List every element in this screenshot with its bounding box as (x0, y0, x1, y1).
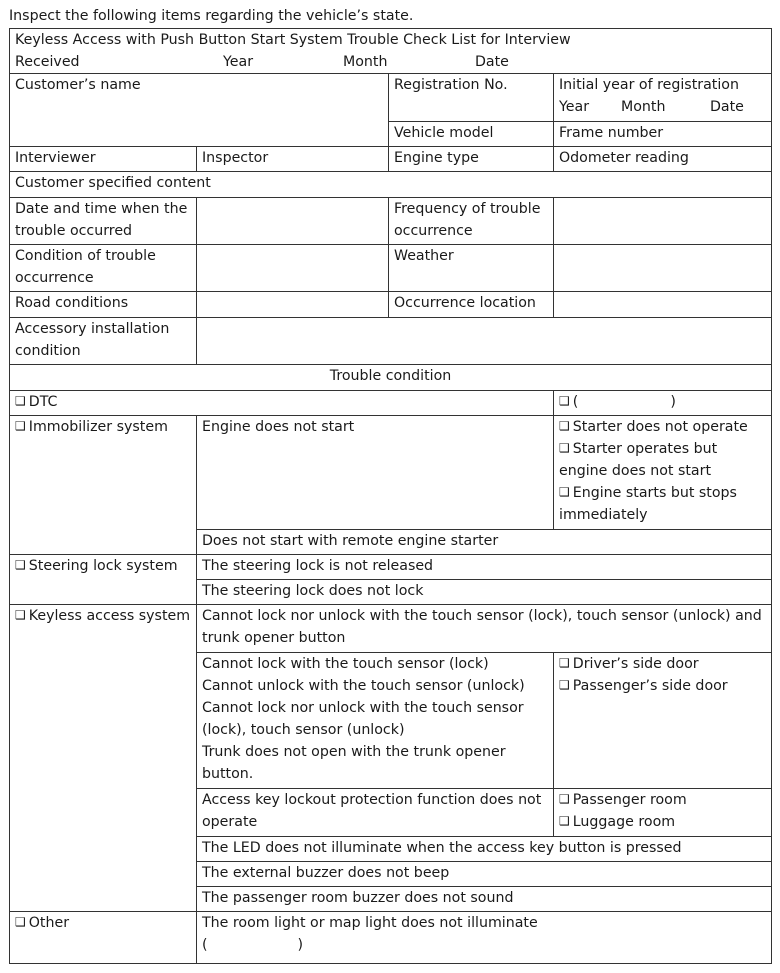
starter-not-operate-label: Starter does not operate (572, 419, 748, 435)
accessory-cell (10, 318, 197, 365)
checkbox-icon[interactable]: ❑ (559, 394, 570, 408)
header-cell (10, 29, 772, 74)
accessory-label: Accessory installation condition (15, 321, 170, 359)
received-date-label: Date (475, 54, 509, 70)
road-row (10, 292, 772, 318)
initial-year-field: Year (559, 99, 590, 115)
customer-name-cell (10, 74, 389, 147)
initial-year-label: Initial year of registration (559, 77, 739, 93)
other-cell (10, 912, 197, 964)
customer-content-cell (10, 172, 772, 198)
interviewer-row (10, 147, 772, 172)
keyless-cell (10, 605, 197, 912)
other-blank-line (202, 934, 766, 956)
customer-content-row (10, 172, 772, 198)
condition-label: Condition of trouble occurrence (15, 248, 156, 286)
frequency-label: Frequency of trouble occurrence (394, 201, 541, 239)
engine-no-start-cell (197, 416, 554, 530)
check-list-table (9, 28, 772, 964)
location-value-cell (554, 292, 772, 318)
room-light-cell (197, 912, 772, 964)
starter-operates-label: Starter operates but engine does not start (559, 441, 718, 479)
starter-operates-option (559, 438, 766, 482)
dtc-code-cell (554, 391, 772, 416)
odometer-label: Odometer reading (559, 150, 689, 166)
room-options-cell (554, 789, 772, 837)
weather-value-cell (554, 245, 772, 292)
led-label: The LED does not illuminate when the access key button is pressed (202, 840, 682, 856)
initial-year-cell (554, 74, 772, 122)
date-time-value-cell (197, 198, 389, 245)
interviewer-cell (10, 147, 197, 172)
customer-row (10, 74, 772, 122)
lock-issues-cell (197, 653, 554, 789)
trouble-heading-row (10, 365, 772, 391)
initial-date-line (559, 96, 766, 118)
condition-value-cell (197, 245, 389, 292)
driver-door-label: Driver’s side door (572, 656, 699, 672)
checkbox-icon[interactable]: ❑ (559, 441, 570, 455)
checkbox-icon[interactable]: ❑ (15, 394, 26, 408)
other-label: Other (28, 915, 70, 931)
odometer-cell (554, 147, 772, 172)
room-light-label: The room light or map light does not illuminate (202, 915, 538, 931)
customer-name-label: Customer’s name (15, 77, 141, 93)
other-row (10, 912, 772, 964)
weather-cell (389, 245, 554, 292)
steering-not-released-label: The steering lock is not released (202, 558, 434, 574)
cannot-lock-unlock-text: Cannot lock nor unlock with the touch sensor (lock), touch sensor (unlock) (202, 700, 524, 738)
luggage-room-option (559, 811, 766, 833)
received-month-label: Month (343, 54, 388, 70)
checkbox-icon[interactable]: ❑ (559, 678, 570, 692)
external-buzzer-label: The external buzzer does not beep (202, 865, 450, 881)
trunk-no-open-text: Trunk does not open with the trunk opener button. (202, 744, 506, 782)
steering-label: Steering lock system (28, 558, 178, 574)
date-time-cell (10, 198, 197, 245)
trouble-heading: Trouble condition (329, 368, 452, 384)
room-buzzer-label: The passenger room buzzer does not sound (202, 890, 514, 906)
frequency-cell (389, 198, 554, 245)
received-label: Received (15, 54, 80, 70)
dtc-cell (10, 391, 554, 416)
passenger-room-option (559, 789, 766, 811)
vehicle-model-label: Vehicle model (394, 125, 494, 141)
form-title: Keyless Access with Push Button Start System Trouble Check List for Interview (15, 32, 571, 48)
road-label: Road conditions (15, 295, 129, 311)
registration-no-label: Registration No. (394, 77, 508, 93)
steering-not-released-cell (197, 555, 772, 580)
frame-number-label: Frame number (559, 125, 664, 141)
condition-cell (10, 245, 197, 292)
road-value-cell (197, 292, 389, 318)
starter-not-operate-option (559, 416, 766, 438)
engine-no-start-label: Engine does not start (202, 419, 355, 435)
initial-date-field: Date (710, 99, 744, 115)
remote-starter-label: Does not start with remote engine starter (202, 533, 499, 549)
checkbox-icon[interactable]: ❑ (559, 792, 570, 806)
checkbox-icon[interactable]: ❑ (15, 419, 26, 433)
checkbox-icon[interactable]: ❑ (15, 915, 26, 929)
checkbox-icon[interactable]: ❑ (559, 485, 570, 499)
checkbox-icon[interactable]: ❑ (15, 608, 26, 622)
immobilizer-row (10, 416, 772, 530)
passenger-door-label: Passenger’s side door (572, 678, 728, 694)
cannot-lock-unlock-all-label: Cannot lock nor unlock with the touch sensor (lock), touch sensor (unlock) and trunk opener button (202, 608, 762, 646)
steering-not-lock-label: The steering lock does not lock (202, 583, 424, 599)
cannot-lock-text: Cannot lock with the touch sensor (lock) (202, 656, 489, 672)
paren-open: ( (202, 937, 208, 953)
intro-text: Inspect the following items regarding the vehicle’s state. (9, 8, 414, 24)
checkbox-icon[interactable]: ❑ (15, 558, 26, 572)
driver-door-option (559, 653, 766, 675)
date-time-label: Date and time when the trouble occurred (15, 201, 188, 239)
engine-type-cell (389, 147, 554, 172)
immobilizer-label: Immobilizer system (28, 419, 168, 435)
door-options-cell (554, 653, 772, 789)
paren-close: ) (670, 394, 676, 410)
cannot-unlock-text: Cannot unlock with the touch sensor (unlock) (202, 678, 525, 694)
frame-number-cell (554, 122, 772, 147)
cannot-lock-unlock-all-cell (197, 605, 772, 653)
lockout-cell (197, 789, 554, 837)
location-cell (389, 292, 554, 318)
immobilizer-cell (10, 416, 197, 555)
accessory-row (10, 318, 772, 365)
interviewer-label: Interviewer (15, 150, 96, 166)
inspector-cell (197, 147, 389, 172)
paren-open: ( (572, 394, 579, 410)
passenger-room-label: Passenger room (572, 792, 687, 808)
passenger-door-option (559, 675, 766, 697)
dtc-label: DTC (28, 394, 58, 410)
condition-row (10, 245, 772, 292)
accessory-value-cell (197, 318, 772, 365)
remote-starter-cell (197, 530, 772, 555)
customer-content-label: Customer specified content (15, 175, 211, 191)
lockout-label: Access key lockout protection function does not operate (202, 792, 542, 830)
keyless-row (10, 605, 772, 653)
steering-not-lock-cell (197, 580, 772, 605)
engine-stops-option (559, 482, 766, 526)
luggage-room-label: Luggage room (572, 814, 676, 830)
steering-cell (10, 555, 197, 605)
checkbox-icon[interactable]: ❑ (559, 656, 570, 670)
registration-no-cell (389, 74, 554, 122)
road-cell (10, 292, 197, 318)
vehicle-model-cell (389, 122, 554, 147)
keyless-label: Keyless access system (28, 608, 191, 624)
trouble-heading-cell (10, 365, 772, 391)
led-cell (197, 837, 772, 862)
room-buzzer-cell (197, 887, 772, 912)
engine-type-label: Engine type (394, 150, 479, 166)
dtc-row (10, 391, 772, 416)
external-buzzer-cell (197, 862, 772, 887)
date-time-row (10, 198, 772, 245)
engine-stops-label: Engine starts but stops immediately (559, 485, 737, 523)
location-label: Occurrence location (394, 295, 536, 311)
inspector-label: Inspector (202, 150, 269, 166)
checkbox-icon[interactable]: ❑ (559, 814, 570, 828)
initial-month-field: Month (621, 99, 666, 115)
engine-options-cell (554, 416, 772, 530)
checkbox-icon[interactable]: ❑ (559, 419, 570, 433)
header-row (10, 29, 772, 74)
weather-label: Weather (394, 248, 454, 264)
steering-row (10, 555, 772, 580)
received-date-line (15, 51, 766, 73)
frequency-value-cell (554, 198, 772, 245)
received-year-label: Year (223, 54, 254, 70)
paren-close: ) (297, 937, 304, 953)
